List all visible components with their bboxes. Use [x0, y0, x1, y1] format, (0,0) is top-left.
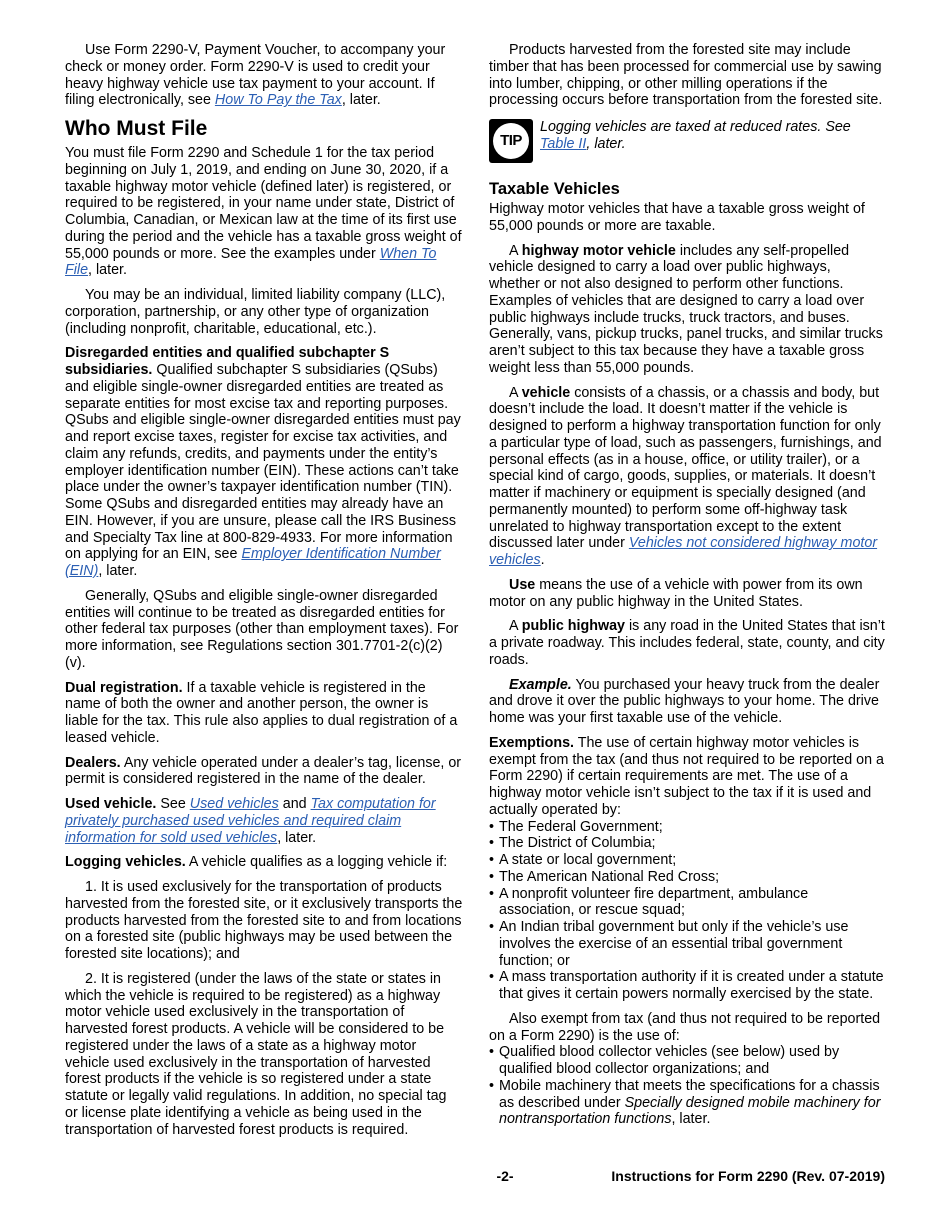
paragraph-public-highway — [489, 618, 885, 668]
paragraph-who-must-file — [65, 145, 463, 279]
run-in-heading: Dual registration. — [65, 679, 183, 696]
link-tax-computation[interactable]: Tax computation for privately purchased used vehicles and required claim information for sold used vehicles — [65, 796, 436, 846]
text: Qualified subchapter S subsidiaries (QSubs) and eligible single-owner disregarded entities are treated as separate entities for most excise tax and reporting purposes. QSubs and eligible single-owner disregarded entities must pay and report excise taxes, register for excise tax activities, and claim any refunds, credits, and payments under the entity’s employer identification number (EIN). These actions can’t take place under the owner’s taxpayer identification number (TIN). Some QSubs and disregarded entities may already have an EIN. However, if you are unsure, please call the IRS Business and Specialty Tax line at 800-829-4933. For more information on applying for an EIN, see — [65, 362, 461, 563]
paragraph-example — [489, 677, 885, 727]
paragraph-exemptions — [489, 735, 885, 819]
text: Use Form 2290-V, Payment Voucher, to accompany your check or money order. Form 2290-V is used to credit your heavy highway vehicle use tax payment to your account. If filing electronically, see — [65, 42, 446, 109]
footer-title: Instructions for Form 2290 (Rev. 07-2019) — [611, 1168, 885, 1184]
tip-icon-label: TIP — [493, 123, 529, 159]
term: Use — [509, 576, 536, 593]
text: Any vehicle operated under a dealer’s tag, license, or permit is considered registered in the name of the dealer. — [65, 754, 462, 788]
paragraph-disregarded-entities — [65, 345, 463, 580]
text: , later. — [341, 92, 381, 109]
list-item: • The Federal Government; — [489, 819, 885, 836]
paragraph-use-definition — [489, 577, 885, 611]
list-item: • The American National Red Cross; — [489, 869, 885, 886]
text: , later. — [98, 563, 138, 579]
run-in-heading: Exemptions. — [489, 734, 575, 751]
run-in-heading: Example. — [509, 676, 572, 693]
link-vehicles-not-considered[interactable]: Vehicles not considered highway motor vehicles — [489, 535, 878, 568]
text: A — [509, 242, 522, 259]
text: means the use of a vehicle with power from its own motor on any public highway in the United States. — [489, 576, 863, 610]
paragraph-vehicle-definition — [489, 385, 885, 569]
term: vehicle — [521, 384, 571, 401]
link-how-to-pay[interactable]: How To Pay the Tax — [214, 92, 342, 109]
text: , later. — [671, 1111, 711, 1128]
paragraph-logging-condition-2: 2. It is registered (under the laws of the state or states in which the vehicle is required to be registered) as a highway motor vehicle used exclusively in the transportation of harvested forest products. A vehicle will be considered to be registered under the laws of a state as a highway motor vehicle used exclusively in the transportation of harvested forest products if the vehicle is so registered under a state statute or legally valid regulations. In addition, no special tag or license plate identifying a vehicle as being used in the transportation of harvested forest products is required. — [65, 970, 447, 1138]
list-item: • A state or local government; — [489, 852, 885, 869]
text: Logging vehicles are taxed at reduced rates. See — [540, 119, 851, 135]
text: . — [540, 552, 545, 568]
heading-taxable-vehicles: Taxable Vehicles — [489, 180, 620, 198]
run-in-heading: Disregarded entities and qualified subchapter S subsidiaries. — [65, 345, 390, 378]
text: is any road in the United States that isn’t a private roadway. This includes federal, state, county, and city roads. — [489, 618, 885, 668]
text: , later. — [88, 262, 127, 279]
paragraph-dealers — [65, 755, 463, 789]
text: You must file Form 2290 and Schedule 1 for the tax period beginning on July 1, 2019, and ending on June 30, 2020, if a taxable highway motor vehicle (defined later) is registered, or required to be registered, in your name under state, District of Columbia, Canadian, or Mexican law at the time of its first use during the period and the vehicle has a taxable gross weight of 55,000 pounds or more. See the examples under — [65, 145, 462, 262]
paragraph-logging-condition-1: 1. It is used exclusively for the transportation of products harvested from the forested site, or it exclusively transports the products harvested from the forested site to and from locations on a forested site (public highways may be used between the forested site locations); and — [65, 879, 463, 962]
list-item: • The District of Columbia; — [489, 835, 885, 852]
text: The use of certain highway motor vehicles is exempt from the tax (and thus not required to be reported on a Form 2290) if certain requirements are met. The use of a highway motor vehicle isn’t subject to the tax if it is used and actually operated by: — [489, 734, 884, 818]
list-item: • Qualified blood collector vehicles (see below) used by qualified blood collector organizations; and — [489, 1044, 885, 1078]
list-item: • A nonprofit volunteer fire department, ambulance association, or rescue squad; — [489, 886, 885, 920]
page-footer — [65, 1168, 885, 1186]
list-item: • A mass transportation authority if it is created under a statute that gives it certain powers normally exercised by the state. — [489, 969, 885, 1003]
link-used-vehicles[interactable]: Used vehicles — [189, 796, 279, 812]
text: consists of a chassis, or a chassis and body, but doesn’t include the load. It doesn’t matter if the vehicle is designed to perform a highway transportation function for only a particular type of load, such as passengers, furnishings, and personal effects (as in a house, office, or utility trailer), or a special kind of cargo, goods, supplies, or materials. It doesn’t matter if machinery or equipment is specially designed (and permanently mounted) to perform some off-highway task unrelated to highway transportation except to the extent discussed later under — [489, 384, 882, 552]
link-when-to-file[interactable]: When To File — [65, 245, 437, 279]
paragraph-forest-products: Products harvested from the forested site may include timber that has been processed for commercial use by sawing into lumber, chipping, or other milling operations if the processing occurs before transportation from the forested site. — [489, 42, 883, 109]
left-column — [65, 42, 463, 1146]
text: , later. — [586, 135, 626, 152]
paragraph-payment-voucher — [65, 42, 463, 109]
text: See — [156, 796, 190, 812]
paragraph-logging-vehicles — [65, 854, 463, 871]
run-in-heading: Used vehicle. — [65, 796, 157, 812]
term: public highway — [521, 618, 625, 635]
tip-icon — [489, 119, 533, 163]
paragraph-highway-motor-vehicle — [489, 243, 885, 377]
text: A — [509, 384, 522, 401]
text: includes any self-propelled vehicle designed to carry a load over public highways, whether or not also designed to perform other functions. Examples of vehicles that are designed to carry a load over public highways include trucks, truck tractors, and buses. Generally, vans, pickup trucks, panel trucks, and similar trucks aren’t subject to this tax because they have a taxable gross weight less than 55,000 pounds. — [489, 242, 883, 376]
paragraph-entity-types: You may be an individual, limited liability company (LLC), corporation, partnership, or any other type of organization (including nonprofit, charitable, educational, etc.). — [65, 287, 446, 337]
italic-reference: Specially designed mobile machinery for nontransportation functions — [499, 1094, 881, 1128]
paragraph-used-vehicle — [65, 796, 463, 846]
list-item: • An Indian tribal government but only if the vehicle’s use involves the exercise of an essential tribal government function; or — [489, 919, 885, 969]
tip-box — [489, 119, 885, 163]
page-number: -2- — [496, 1168, 514, 1184]
paragraph-taxable-weight: Highway motor vehicles that have a taxable gross weight of 55,000 pounds or more are taxable. — [489, 201, 865, 234]
link-table-ii[interactable]: Table II — [540, 135, 587, 152]
text: If a taxable vehicle is registered in the name of both the owner and another person, the owner is liable for the tax. This rule also applies to dual registration of a leased vehicle. — [65, 679, 458, 746]
text: A — [509, 618, 522, 635]
paragraph-also-exempt: Also exempt from tax (and thus not required to be reported on a Form 2290) is the use of: — [489, 1010, 881, 1044]
paragraph-qsubs: Generally, QSubs and eligible single-owner disregarded entities will continue to be treated as disregarded entities for other federal tax purposes (other than employment taxes). For more information, see Regulations section 301.7701-2(c)(2)(v). — [65, 587, 459, 671]
term: highway motor vehicle — [521, 242, 676, 259]
text: and — [278, 796, 311, 812]
paragraph-dual-registration — [65, 680, 463, 747]
text: A vehicle qualifies as a logging vehicle if: — [185, 854, 448, 871]
link-ein[interactable]: Employer Identification Number (EIN) — [65, 546, 441, 579]
run-in-heading: Logging vehicles. — [65, 854, 186, 871]
text: Mobile machinery that meets the specifications for a chassis as described under — [499, 1077, 880, 1111]
heading-who-must-file: Who Must File — [65, 117, 208, 140]
tip-text — [540, 119, 885, 153]
right-column — [489, 42, 885, 1128]
text: You purchased your heavy truck from the dealer and drove it over the public highways to your home. The drive home was your first taxable use of the vehicle. — [489, 676, 880, 726]
run-in-heading: Dealers. — [65, 754, 121, 771]
list-item — [489, 1078, 885, 1128]
text: , later. — [277, 829, 317, 846]
